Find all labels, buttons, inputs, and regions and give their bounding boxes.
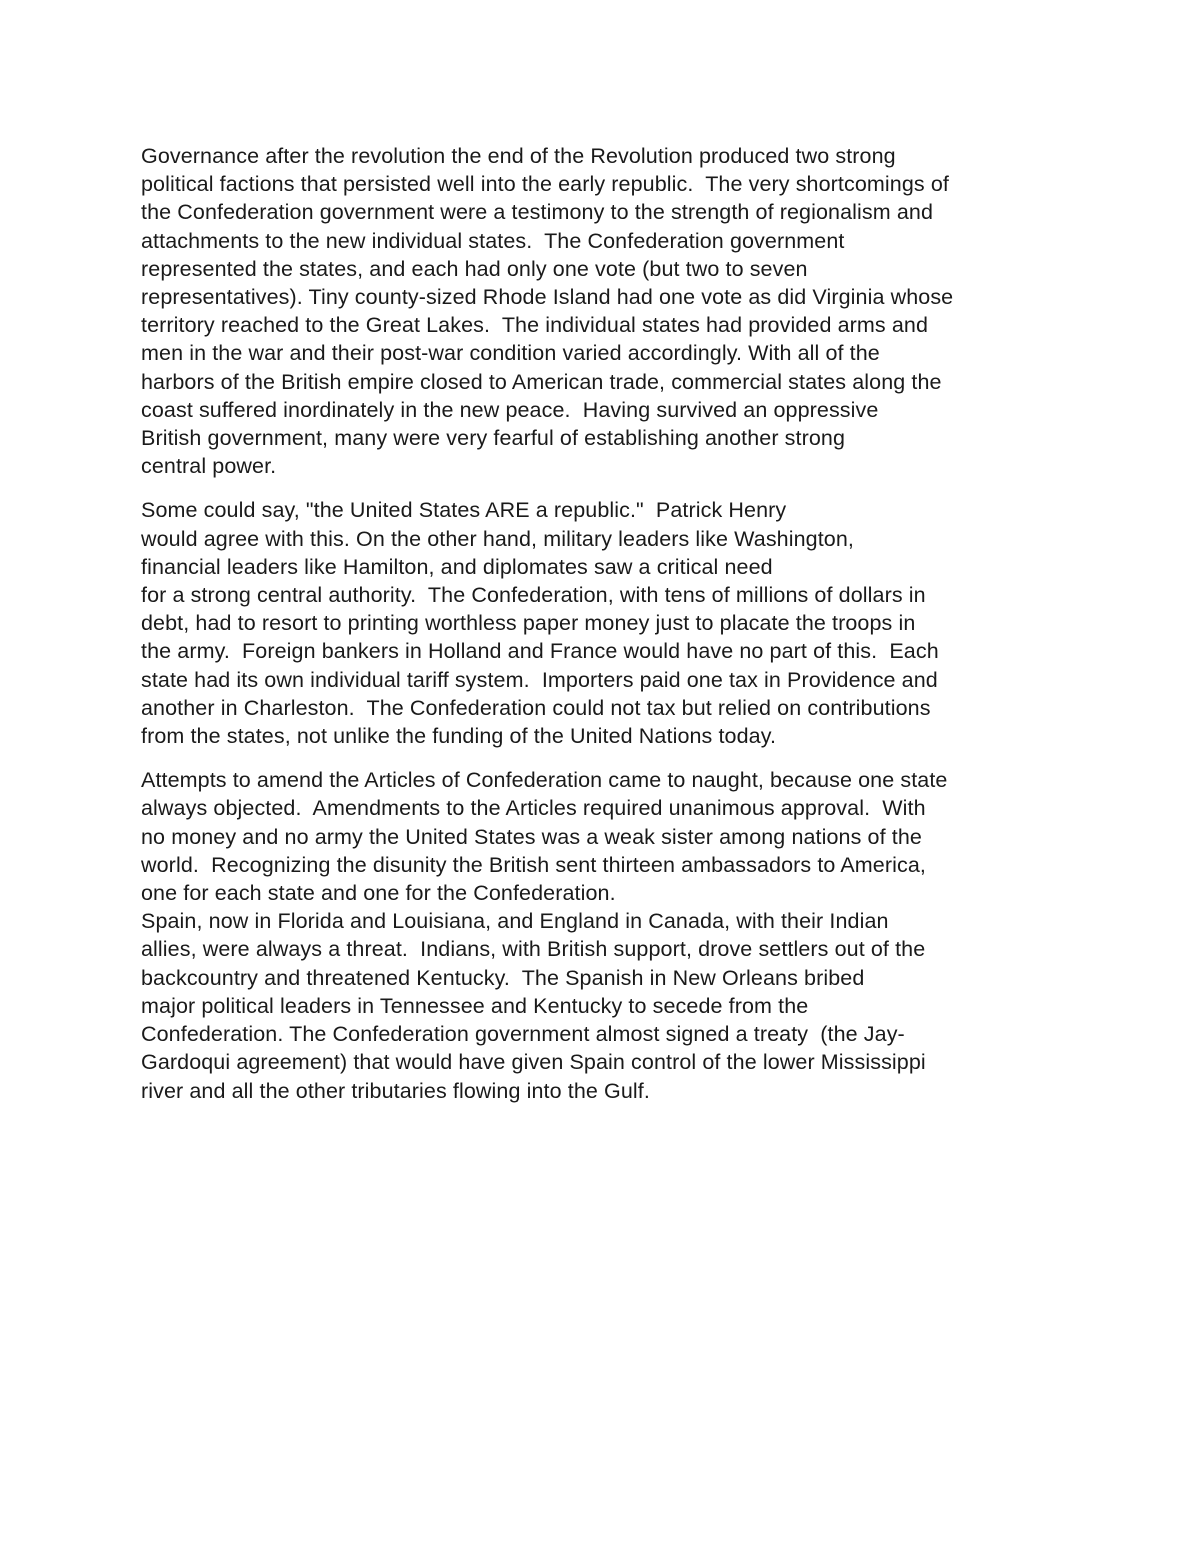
text-line: another in Charleston. The Confederation could not tax but relied on contributions: [141, 695, 931, 720]
document-body: [141, 142, 1101, 1121]
text-line: Spain, now in Florida and Louisiana, and England in Canada, with their Indian: [141, 909, 889, 934]
text-line: the army. Foreign bankers in Holland and France would have no part of this. Each: [141, 639, 939, 664]
text-line: Confederation. The Confederation government almost signed a treaty (the Jay-: [141, 1022, 905, 1047]
paragraph-1: [141, 142, 1101, 480]
text-line: one for each state and one for the Confederation.: [141, 881, 616, 906]
text-line: Some could say, "the United States ARE a republic." Patrick Henry: [141, 498, 787, 523]
text-line: Governance after the revolution the end of the Revolution produced two strong: [141, 144, 896, 168]
text-line: river and all the other tributaries flowing into the Gulf.: [141, 1078, 650, 1103]
text-line: backcountry and threatened Kentucky. The Spanish in New Orleans bribed: [141, 965, 865, 990]
paragraph-3: [141, 766, 1101, 1104]
text-line: state had its own individual tariff system. Importers paid one tax in Providence and: [141, 667, 938, 692]
text-line: British government, many were very fearful of establishing another strong: [141, 426, 846, 451]
text-line: harbors of the British empire closed to American trade, commercial states along the: [141, 369, 942, 394]
text-line: for a strong central authority. The Confederation, with tens of millions of dollars in: [141, 583, 926, 608]
text-line: men in the war and their post-war condition varied accordingly. With all of the: [141, 341, 880, 366]
text-line: always objected. Amendments to the Articles required unanimous approval. With: [141, 796, 926, 821]
text-line: debt, had to resort to printing worthless paper money just to placate the troops in: [141, 611, 916, 636]
text-line: would agree with this. On the other hand, military leaders like Washington,: [141, 526, 854, 551]
text-line: no money and no army the United States was a weak sister among nations of the: [141, 824, 922, 849]
text-line: territory reached to the Great Lakes. The individual states had provided arms and: [141, 313, 929, 338]
text-line: the Confederation government were a testimony to the strength of regionalism and: [141, 200, 934, 225]
text-line: represented the states, and each had only one vote (but two to seven: [141, 256, 808, 281]
text-line: world. Recognizing the disunity the British sent thirteen ambassadors to America,: [141, 852, 926, 877]
text-line: Gardoqui agreement) that would have given Spain control of the lower Mississippi: [141, 1050, 926, 1075]
text-line: representatives). Tiny county-sized Rhode Island had one vote as did Virginia whose: [141, 285, 954, 310]
text-line: coast suffered inordinately in the new peace. Having survived an oppressive: [141, 397, 879, 422]
text-line: central power.: [141, 454, 277, 479]
text-line: financial leaders like Hamilton, and diplomates saw a critical need: [141, 554, 773, 579]
text-line: attachments to the new individual states. The Confederation government: [141, 228, 845, 253]
text-line: political factions that persisted well into the early republic. The very shortcomings of: [141, 172, 949, 197]
text-line: allies, were always a threat. Indians, with British support, drove settlers out of the: [141, 937, 926, 962]
text-line: major political leaders in Tennessee and Kentucky to secede from the: [141, 993, 809, 1018]
text-line: Attempts to amend the Articles of Confederation came to naught, because one state: [141, 768, 948, 793]
paragraph-2: [141, 496, 1101, 750]
text-line: from the states, not unlike the funding of the United Nations today.: [141, 724, 777, 749]
